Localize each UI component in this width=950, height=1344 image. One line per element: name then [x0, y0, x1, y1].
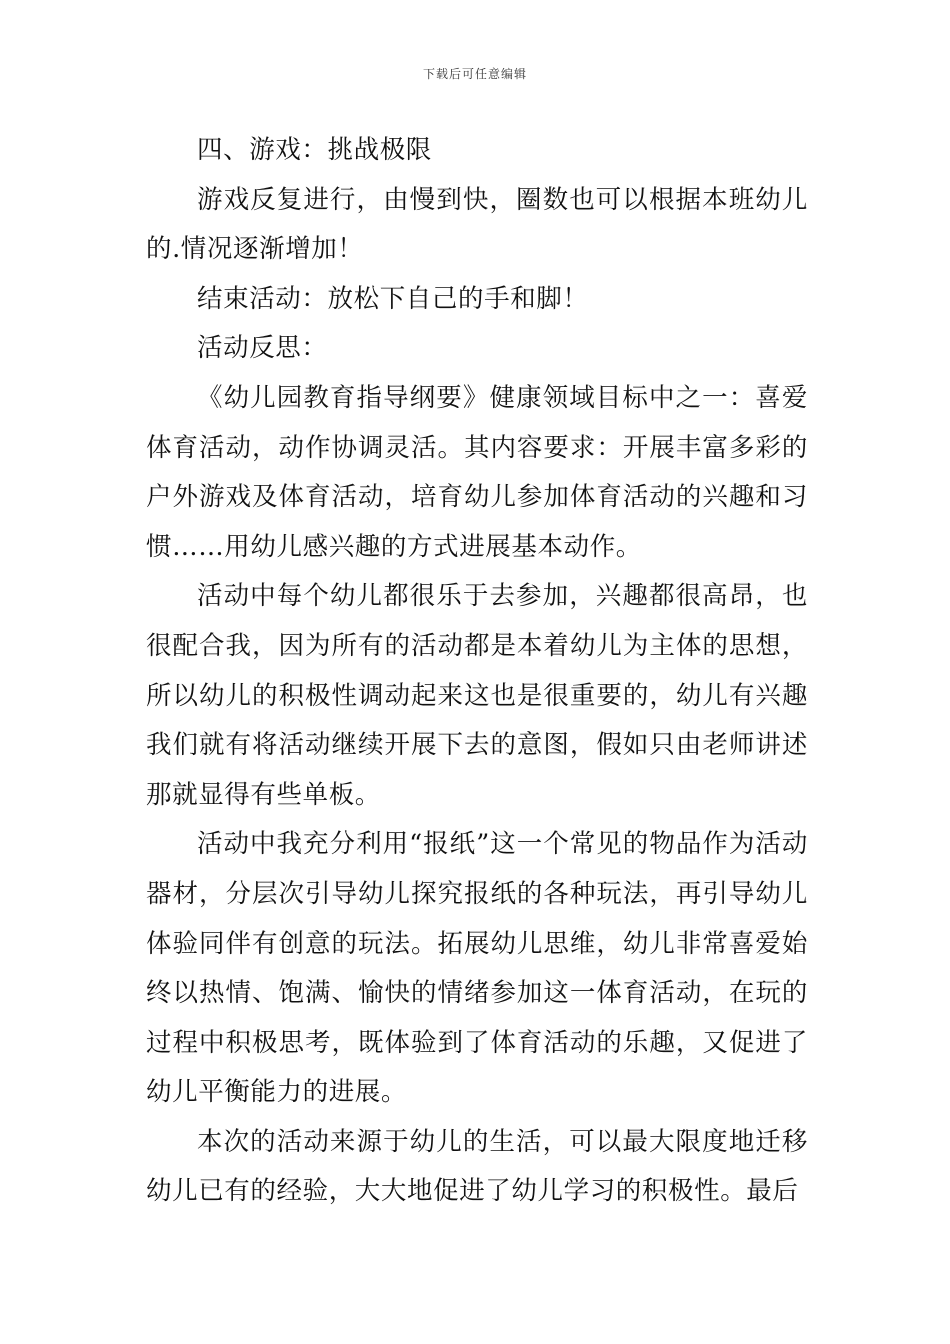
paragraph-guideline-quote: 《幼儿园教育指导纲要》健康领域目标中之一：喜爱体育活动，动作协调灵活。其内容要求：开展丰富多彩的户外游戏及体育活动，培育幼儿参加体育活动的兴趣和习惯……用幼儿感兴趣的方式进展基本动作。	[146, 382, 808, 562]
document-body	[146, 126, 808, 1217]
paragraph-game-rules: 游戏反复进行，由慢到快，圈数也可以根据本班幼儿的.情况逐渐增加！	[146, 184, 808, 265]
paragraph-newspaper-materials: 活动中我充分利用“报纸”这一个常见的物品作为活动器材，分层次引导幼儿探究报纸的各种玩法，再引导幼儿体验同伴有创意的玩法。拓展幼儿思维，幼儿非常喜爱始终以热情、饱满、愉快的情绪参加这一体育活动，在玩的过程中积极思考，既体验到了体育活动的乐趣，又促进了幼儿平衡能力的进展。	[146, 829, 808, 1108]
paragraph-closing-activity: 结束活动：放松下自己的手和脚！	[197, 283, 589, 314]
section-heading-game: 四、游戏：挑战极限	[197, 135, 432, 165]
page-header: 下载后可任意编辑	[422, 67, 527, 81]
paragraph-participation: 活动中每个幼儿都很乐于去参加，兴趣都很高昂，也很配合我，因为所有的活动都是本着幼儿为主体的思想，所以幼儿的积极性调动起来这也是很重要的，幼儿有兴趣我们就有将活动继续开展下去的意图，假如只由老师讲述那就显得有些单板。	[146, 581, 808, 810]
section-heading-reflection: 活动反思：	[197, 333, 328, 364]
paragraph-activity-source: 本次的活动来源于幼儿的生活，可以最大限度地迁移幼儿已有的经验，大大地促进了幼儿学习的积极性。最后	[146, 1126, 808, 1207]
